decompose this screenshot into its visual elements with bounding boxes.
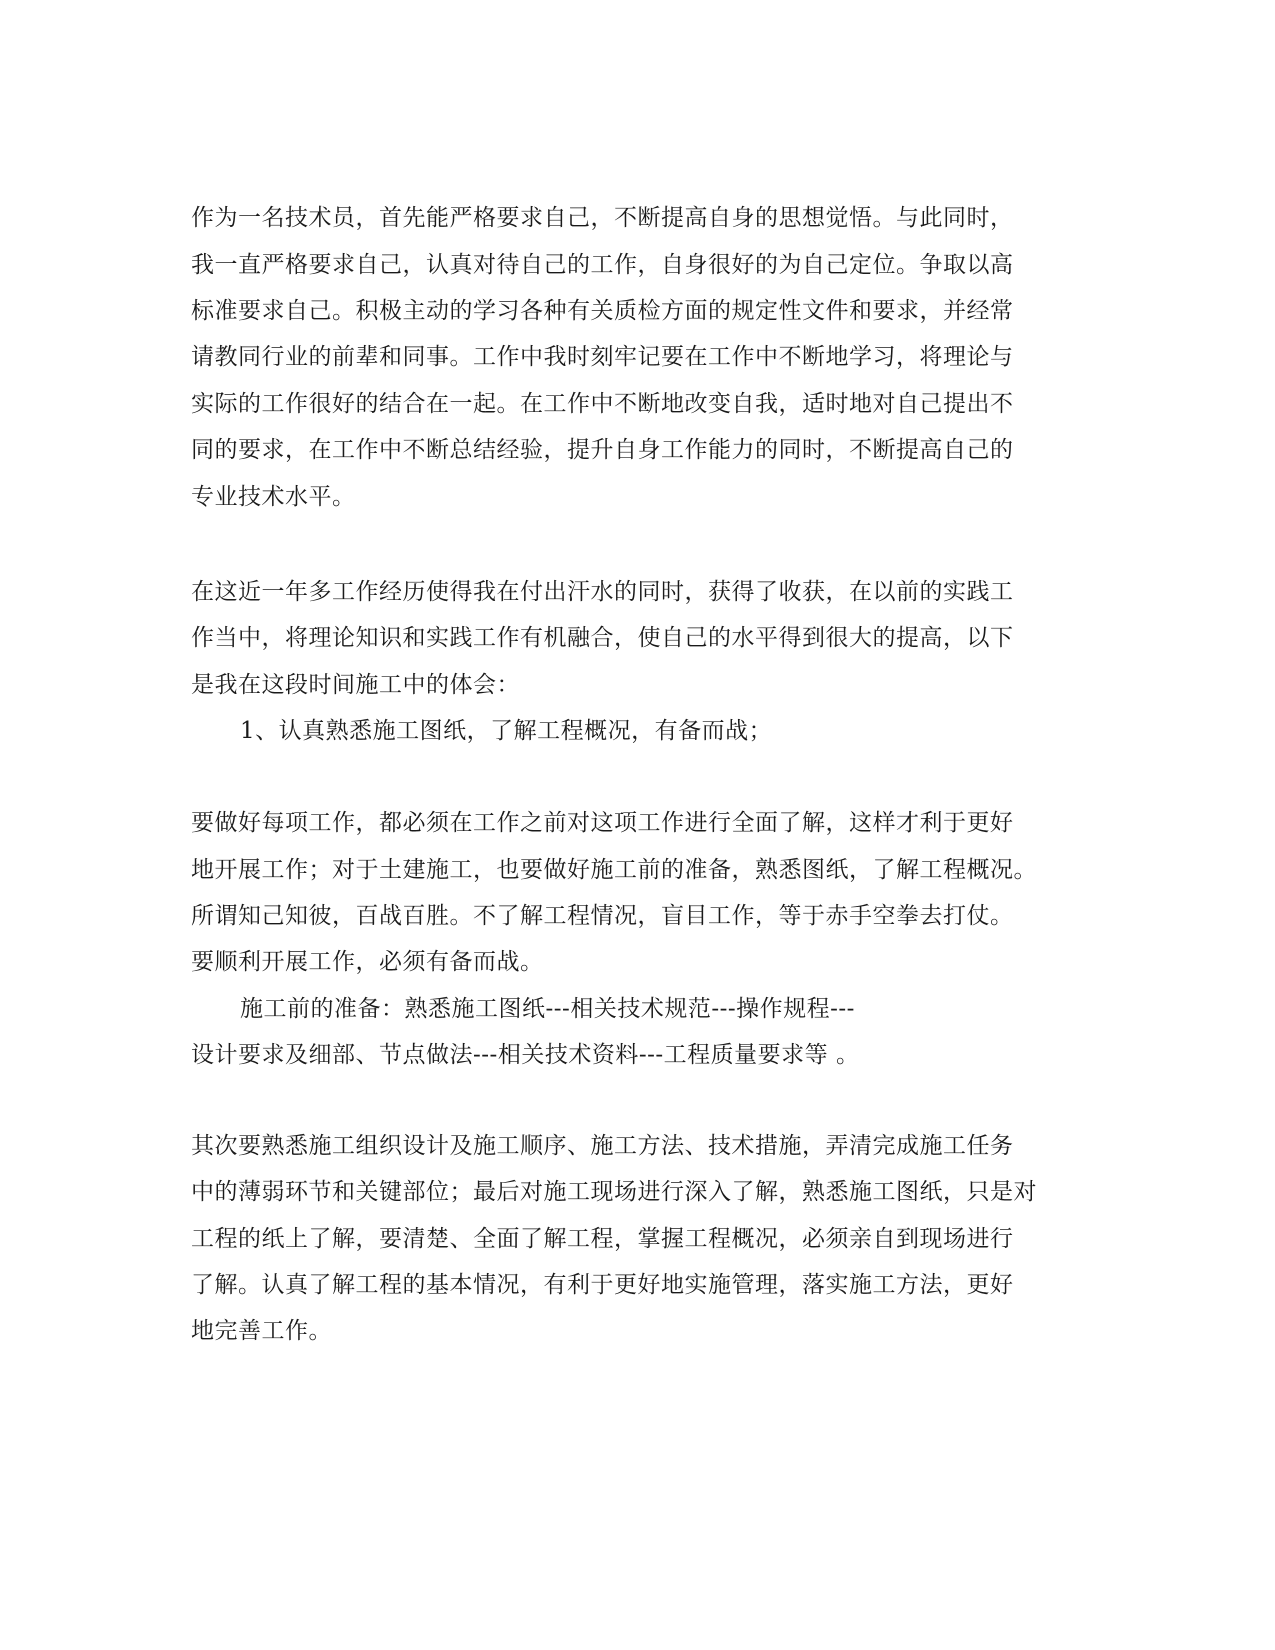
paragraph-1-line-1: 作为一名技术员，首先能严格要求自己，不断提高自身的思想觉悟。与此同时， — [191, 205, 1014, 231]
prep-line-2: 设计要求及细部、节点做法---相关技术资料---工程质量要求等 。 — [191, 1042, 860, 1068]
paragraph-1-line-7: 专业技术水平。 — [191, 484, 356, 510]
paragraph-4-line-5: 地完善工作。 — [191, 1318, 332, 1344]
paragraph-1-line-3: 标准要求自己。积极主动的学习各种有关质检方面的规定性文件和要求，并经常 — [191, 298, 1014, 324]
paragraph-2-line-1: 在这近一年多工作经历使得我在付出汗水的同时，获得了收获，在以前的实践工 — [191, 579, 1014, 605]
paragraph-3-line-3: 所谓知己知彼，百战百胜。不了解工程情况，盲目工作，等于赤手空拳去打仗。 — [191, 903, 1014, 929]
prep-line-1: 施工前的准备：熟悉施工图纸---相关技术规范---操作规程--- — [240, 996, 855, 1022]
paragraph-3-line-2: 地开展工作；对于土建施工，也要做好施工前的准备，熟悉图纸，了解工程概况。 — [191, 857, 1037, 883]
paragraph-4-line-3: 工程的纸上了解，要清楚、全面了解工程，掌握工程概况，必须亲自到现场进行 — [191, 1226, 1014, 1252]
paragraph-4-line-1: 其次要熟悉施工组织设计及施工顺序、施工方法、技术措施，弄清完成施工任务 — [191, 1133, 1014, 1159]
paragraph-4-line-2: 中的薄弱环节和关键部位；最后对施工现场进行深入了解，熟悉施工图纸，只是对 — [191, 1179, 1037, 1205]
paragraph-3-line-1: 要做好每项工作，都必须在工作之前对这项工作进行全面了解，这样才利于更好 — [191, 810, 1014, 836]
paragraph-4-line-4: 了解。认真了解工程的基本情况，有利于更好地实施管理，落实施工方法，更好 — [191, 1272, 1014, 1298]
list-item-1: 1、认真熟悉施工图纸，了解工程概况，有备而战； — [240, 718, 773, 744]
paragraph-2-line-2: 作当中，将理论知识和实践工作有机融合，使自己的水平得到很大的提高，以下 — [191, 625, 1014, 651]
paragraph-1-line-4: 请教同行业的前辈和同事。工作中我时刻牢记要在工作中不断地学习，将理论与 — [191, 344, 1014, 370]
paragraph-1-line-2: 我一直严格要求自己，认真对待自己的工作，自身很好的为自己定位。争取以高 — [191, 252, 1014, 278]
paragraph-1-line-6: 同的要求，在工作中不断总结经验，提升自身工作能力的同时，不断提高自己的 — [191, 437, 1014, 463]
paragraph-2-line-3: 是我在这段时间施工中的体会： — [191, 672, 520, 698]
paragraph-1-line-5: 实际的工作很好的结合在一起。在工作中不断地改变自我，适时地对自己提出不 — [191, 391, 1014, 417]
paragraph-3-line-4: 要顺利开展工作，必须有备而战。 — [191, 949, 544, 975]
